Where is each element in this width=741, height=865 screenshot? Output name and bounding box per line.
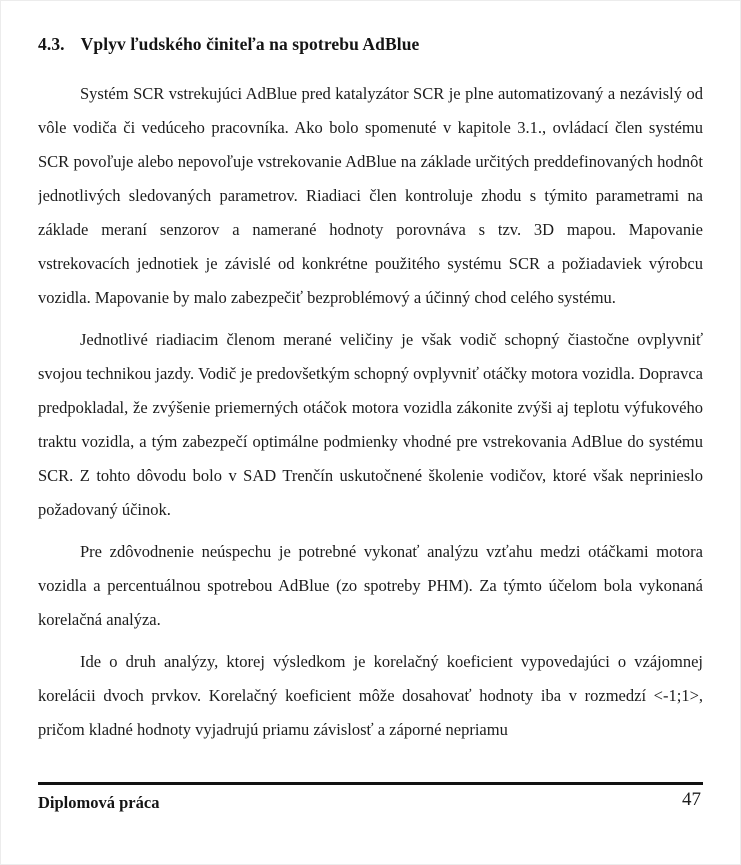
section-title: Vplyv ľudského činiteľa na spotrebu AdBlue <box>80 34 420 54</box>
paragraph-driver-influence: Jednotlivé riadiacim členom merané veličiny je však vodič schopný čiastočne ovplyvniť svojou technikou jazdy. Vodič je predovšetkým schopný ovplyvniť otáčky motora vozidla. Dopravca predpokladal, že zvýšenie priemerných otáčok motora vozidla zákonite zvýši aj teplotu výfukového traktu vozidla, a tým zabezpečí optimálne podmienky vhodné pre vstrekovania AdBlue do systému SCR. Z tohto dôvodu bolo v SAD Trenčín uskutočnené školenie vodičov, ktoré však neprinieslo požadovaný účinok. <box>38 330 703 519</box>
document-body <box>38 77 703 799</box>
footer-doc-title: Diplomová práca <box>38 793 160 812</box>
page-number: 47 <box>682 789 701 810</box>
paragraph-correlation-definition: Ide o druh analýzy, ktorej výsledkom je korelačný koeficient vypovedajúci o vzájomnej korelácii dvoch prvkov. Korelačný koeficient môže dosahovať hodnoty iba v rozmedzí <-1;1>, pričom kladné hodnoty vyjadrujú priamu závislosť a záporné nepriamu <box>38 652 703 739</box>
paragraph-scr-system: Systém SCR vstrekujúci AdBlue pred katalyzátor SCR je plne automatizovaný a nezávislý od vôle vodiča či vedúceho pracovníka. Ako bolo spomenuté v kapitole 3.1., ovládací člen systému SCR povoľuje alebo nepovoľuje vstrekovanie AdBlue na základe určitých preddefinovaných hodnôt jednotlivých sledovaných parametrov. Riadiaci člen kontroluje zhodu s týmito parametrami na základe meraní senzorov a namerané hodnoty porovnáva s tzv. 3D mapou. Mapovanie vstrekovacích jednotiek je závislé od konkrétne použitého systému SCR a požiadaviek výrobcu vozidla. Mapovanie by malo zabezpečiť bezproblémový a účinný chod celého systému. <box>38 84 703 307</box>
footer-rule <box>38 782 703 785</box>
footer-row <box>38 789 703 815</box>
section-number: 4.3. <box>38 34 65 54</box>
page-content-area <box>38 31 703 799</box>
paragraph-correlation-intro: Pre zdôvodnenie neúspechu je potrebné vykonať analýzu vzťahu medzi otáčkami motora vozidla a percentuálnou spotrebou AdBlue (zo spotreby PHM). Za týmto účelom bola vykonaná korelačná analýza. <box>38 542 703 629</box>
page-footer <box>38 782 703 815</box>
section-heading <box>38 31 703 57</box>
